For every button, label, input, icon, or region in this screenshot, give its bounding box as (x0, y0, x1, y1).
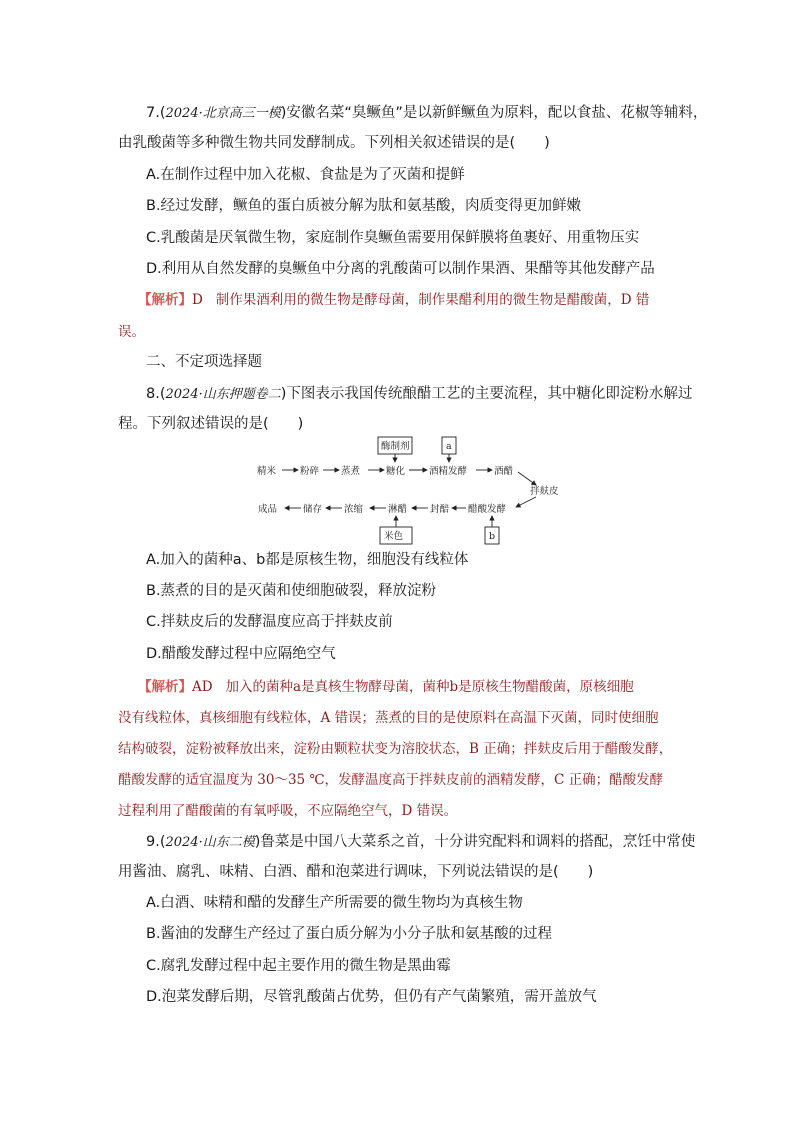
q7-analysis-tag: 【解析】 (138, 292, 192, 308)
top-step-3: 蒸煮 (341, 466, 361, 477)
q9-number: 9.( (146, 834, 166, 850)
bottom-step-5: 封醅 (430, 504, 450, 515)
q7-stem-line-2: 由乳酸菌等多种微生物共同发酵制成。下列相关叙述错误的是( ) (118, 135, 550, 151)
q8-option-b: B.蒸煮的目的是灭菌和使细胞破裂，释放淀粉 (146, 583, 437, 599)
q7-option-a: A.在制作过程中加入花椒、食盐是为了灭菌和提鲜 (146, 167, 465, 183)
q7-answer: D (192, 292, 203, 308)
q8-analysis-line-4: 醋酸发酵的适宜温度为 30～35 ℃，发酵温度高于拌麸皮前的酒精发酵，C 正确；醋酸发酵 (118, 772, 664, 788)
q7-option-b: B.经过发酵，鳜鱼的蛋白质被分解为肽和氨基酸，肉质变得更加鲜嫩 (146, 198, 582, 214)
middle-step: 拌麸皮 (530, 486, 559, 497)
q8-analysis-line-1 (138, 677, 634, 697)
q8-stem-1: )下图表示我国传统酿醋工艺的主要流程，其中糖化即淀粉水解过 (280, 386, 693, 402)
q7-analysis-1: 制作果酒利用的微生物是酵母菌，制作果醋利用的微生物是醋酸菌，D 错 (215, 292, 650, 308)
q7-stem-line-1 (146, 103, 707, 124)
b-label: b (489, 531, 496, 542)
q7-option-c: C.乳酸菌是厌氧微生物，家庭制作臭鳜鱼需要用保鲜膜将鱼裹好、用重物压实 (146, 230, 640, 246)
q9-stem-line-2: 用酱油、腐乳、味精、白酒、醋和泡菜进行调味，下列说法错误的是( ) (118, 864, 594, 880)
top-step-6: 酒醋 (494, 466, 514, 477)
bottom-step-2: 储存 (303, 504, 323, 515)
top-step-5: 酒精发酵 (429, 466, 468, 477)
q8-option-a: A.加入的菌种a、b都是原核生物，细胞没有线粒体 (146, 552, 469, 568)
bottom-step-3: 浓缩 (344, 504, 364, 515)
q9-stem-line-1 (146, 832, 695, 853)
q9-option-a: A.白酒、味精和醋的发酵生产所需要的微生物均为真核生物 (146, 895, 523, 911)
q8-number: 8.( (146, 386, 166, 402)
q7-stem-1: )安徽名菜“臭鳜鱼”是以新鲜鳜鱼为原料，配以食盐、花椒等辅料， (280, 105, 708, 121)
q8-stem-line-2: 程。下列叙述错误的是( ) (118, 416, 304, 432)
section-title: 二、不定项选择题 (146, 354, 262, 370)
q8-answer: AD (192, 679, 213, 695)
rice-box (380, 527, 412, 544)
q7-source: 2024·北京高三一模 (165, 106, 281, 121)
bottom-step-6: 醋酸发酵 (468, 504, 507, 515)
q8-analysis-1: 加入的菌种a是真核生物酵母菌，菌种b是原核生物醋酸菌，原核细胞 (225, 679, 634, 695)
q8-option-d: D.醋酸发酵过程中应隔绝空气 (146, 646, 336, 662)
b-box (485, 527, 499, 544)
bottom-step-4: 淋醋 (388, 504, 408, 515)
q8-analysis-line-5: 过程利用了醋酸菌的有氧呼吸，不应隔绝空气，D 错误。 (118, 803, 458, 819)
q9-source: 2024·山东二模 (165, 835, 255, 850)
top-step-1: 精米 (257, 466, 277, 477)
a-label: a (446, 441, 452, 452)
q7-analysis-line-1 (138, 290, 649, 310)
bottom-step-1: 成品 (258, 504, 278, 515)
enzyme-box (378, 437, 412, 454)
q7-analysis-line-2: 误。 (118, 324, 145, 340)
top-step-4: 糖化 (386, 466, 406, 477)
q9-option-d: D.泡菜发酵后期，尽管乳酸菌占优势，但仍有产气菌繁殖，需开盖放气 (146, 989, 597, 1005)
q8-analysis-tag: 【解析】 (138, 679, 192, 695)
q8-source: 2024·山东押题卷二 (165, 387, 281, 402)
a-box (442, 437, 456, 454)
top-step-2: 粉碎 (300, 466, 320, 477)
q9-stem-1: )鲁菜是中国八大菜系之首，十分讲究配料和调料的搭配，烹饪中常使 (254, 834, 696, 850)
q8-stem-line-1 (146, 384, 692, 405)
q9-option-b: B.酱油的发酵生产经过了蛋白质分解为小分子肽和氨基酸的过程 (146, 926, 553, 942)
q9-option-c: C.腐乳发酵过程中起主要作用的微生物是黑曲霉 (146, 958, 451, 974)
q8-analysis-line-2: 没有线粒体，真核细胞有线粒体，A 错误；蒸煮的目的是使原料在高温下灭菌，同时使细胞 (118, 710, 659, 726)
enzyme-label: 酶制剂 (381, 441, 410, 452)
rice-label: 米色 (384, 531, 404, 542)
q7-option-d: D.利用从自然发酵的臭鳜鱼中分离的乳酸菌可以制作果酒、果醋等其他发酵产品 (146, 261, 655, 277)
q7-number: 7.( (146, 105, 166, 121)
q8-analysis-line-3: 结构破裂，淀粉被释放出来，淀粉由颗粒状变为溶胶状态，B 正确；拌麸皮后用于醋酸发酵， (118, 741, 673, 757)
q8-option-c: C.拌麸皮后的发酵温度应高于拌麸皮前 (146, 614, 393, 630)
